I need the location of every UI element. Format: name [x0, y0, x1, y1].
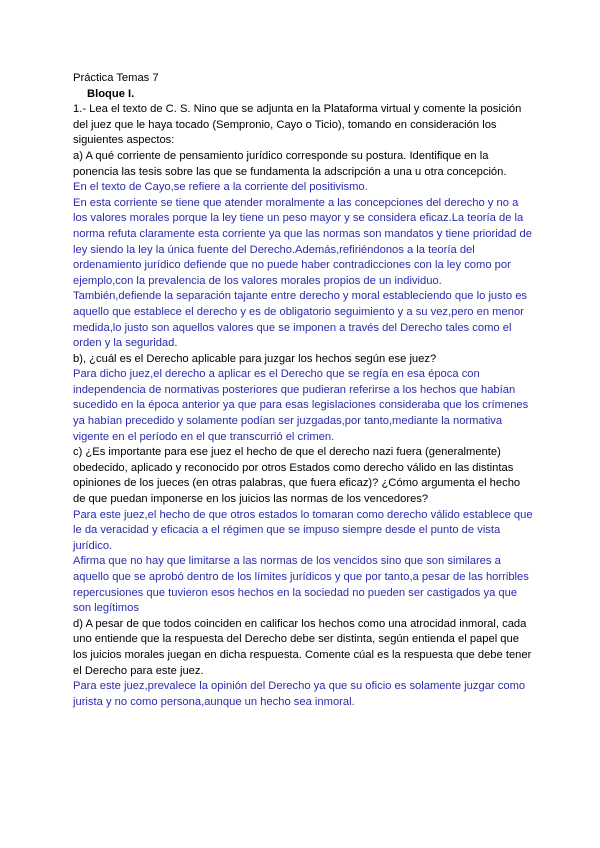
question-d: d) A pesar de que todos coinciden en calificar los hechos como una atrocidad inmoral, cada uno entiende que la respuesta del Derecho debe ser distinta, según entienda el papel que los juicios morales juegan en dicha respuesta. Comente cúal es la respuesta que debe tener el Derecho para este juez. [73, 617, 532, 677]
answer-a-3: También,defiende la separación tajante entre derecho y moral estableciendo que lo justo es aquello que establece el derecho y es de obligatorio seguimiento y a su vez,pero en menor medida,lo justo son aquellos valores que se imponen a través del Derecho tales como el orden y la seguridad. [73, 290, 528, 350]
question-a: a) A qué corriente de pensamiento jurídico corresponde su postura. Identifique en la ponencia las tesis sobre las que se fundamenta la adscripción a una u otra concepción. [73, 149, 507, 178]
doc-title: Práctica Temas 7 [73, 72, 159, 84]
question-1-intro: 1.- Lea el texto de C. S. Nino que se adjunta en la Plataforma virtual y comente la posición del juez que le haya tocado (Sempronio, Cayo o Ticio), tomando en consideración los siguientes aspectos: [73, 103, 522, 147]
answer-d: Para este juez,prevalece la opinión del Derecho ya que su oficio es solamente juzgar como jurista y no como persona,aunque un hecho sea inmoral. [73, 680, 526, 708]
question-b: b), ¿cuál es el Derecho aplicable para juzgar los hechos según ese juez? [73, 352, 437, 365]
answer-c-2: Afirma que no hay que limitarse a las normas de los vencidos sino que son similares a aquello que se aprobó dentro de los límites jurídicos y que por tanto,a pesar de las horribles repercusiones que tuvieron esos hechos en la sociedad no pueden ser castigados ya que son legítimos [73, 555, 529, 615]
question-c: c) ¿Es importante para ese juez el hecho de que el derecho nazi fuera (generalmente) obedecido, aplicado y reconocido por otros Estados como derecho válido en las distintas opiniones de los jueces (en otras palabras, que fuera eficaz)? ¿Cómo argumenta el hecho de que puedan imponerse en los juicios las normas de los vencedores? [73, 446, 521, 506]
document-page [73, 71, 535, 710]
answer-a-1: En el texto de Cayo,se refiere a la corriente del positivismo. [73, 181, 368, 194]
answer-b: Para dicho juez,el derecho a aplicar es el Derecho que se regía en esa época con independencia de normativas posteriores que pudieran referirse a los hechos que habían sucedido en la época anterior ya que para esas legislaciones consideraba que los crímenes ya habían precedido y solamente podían ser juzgadas,por tanto,mediante la normativa vigente en el período en el que transcurrió el crimen. [73, 368, 529, 443]
block-heading: Bloque I. [87, 87, 135, 100]
answer-c-1: Para este juez,el hecho de que otros estados lo tomaran como derecho válido establece que le da veracidad y eficacia a el régimen que se impuso siempre desde el punto de vista jurídico. [73, 508, 533, 552]
answer-a-2: En esta corriente se tiene que atender moralmente a las concepciones del derecho y no a los valores morales porque la ley tiene un peso mayor y se considera eficaz.La teoría de la norma refuta claramente esta corriente ya que las normas son mandatos y tiene prioridad de ley siendo la ley la única fuente del Derecho.Además,refiriéndonos a la teoría del ordenamiento jurídico defiende que no puede haber contradicciones con la ley como por ejemplo,con la prevalencia de los valores morales propios de un individuo. [73, 196, 532, 287]
